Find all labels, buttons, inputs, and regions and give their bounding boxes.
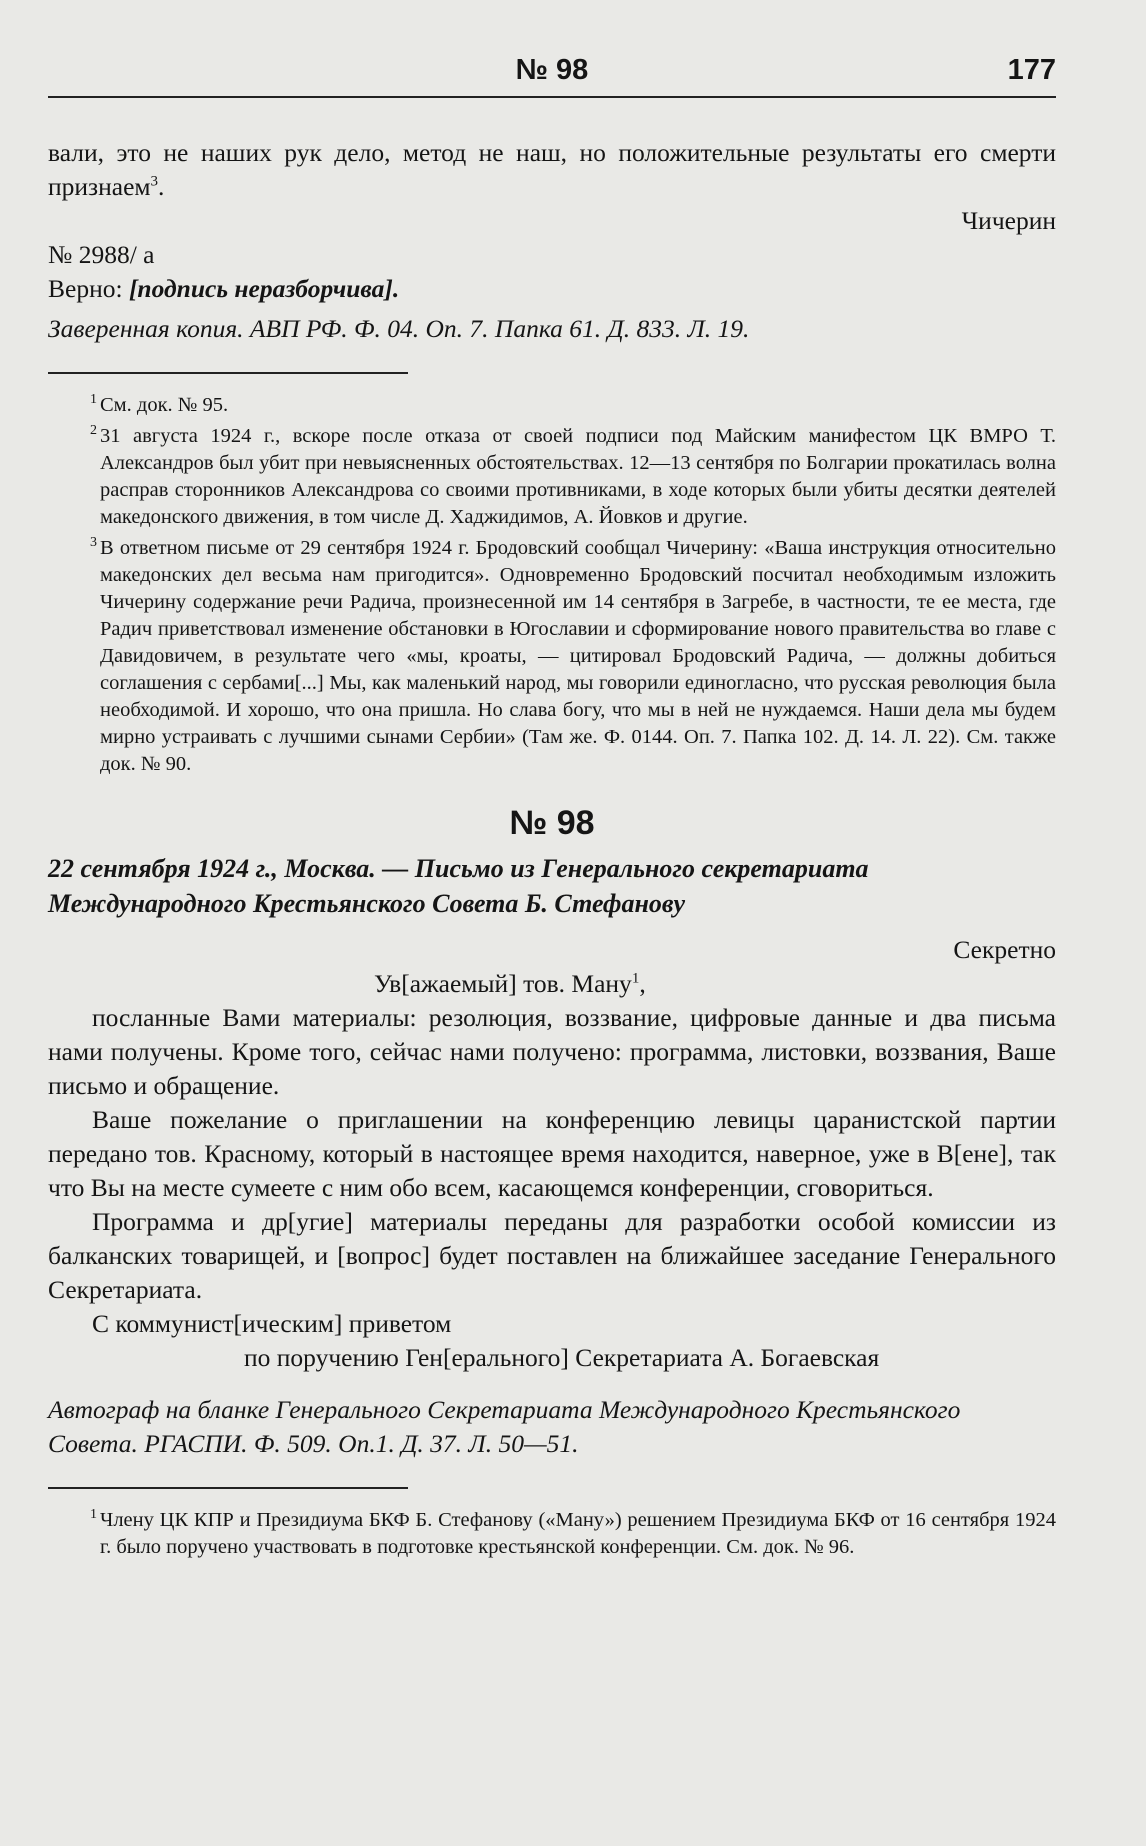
page-content	[48, 136, 1056, 1565]
greeting: Ув[ажаемый] тов. Ману$^1$,	[374, 969, 646, 998]
document-heading: 22 сентября 1924 г., Москва. — Письмо из Генерального секретариата Международного Крестьянского Совета Б. Стефанову	[48, 854, 869, 918]
classification-mark: Секретно	[953, 935, 1056, 964]
prev-doc-signature: Чичерин	[961, 206, 1056, 235]
footnote: 1 См. док. № 95.	[90, 392, 229, 416]
footnote-ref: 1	[631, 970, 640, 987]
body-paragraph: Ваше пожелание о приглашении на конференцию левицы царанистской партии передано тов. Красному, который в настоящее время находится, наверное, уже в В[ене], так что Вы на месте сумеете с ним обо всем, касающемся конференции, сговориться.	[48, 1105, 1056, 1202]
prev-footnotes	[48, 392, 1056, 778]
body-paragraph: посланные Вами материалы: резолюция, воззвание, цифровые данные и два письма нами получены. Кроме того, сейчас нами получено: программа, листовки, воззвания, Ваше письмо и обращение.	[48, 1003, 1056, 1100]
footnote-divider	[48, 1487, 408, 1489]
footnote-ref: 3	[150, 173, 159, 190]
document-number: № 98	[509, 804, 595, 842]
body-paragraph: Программа и др[угие] материалы переданы для разработки особой комиссии из балканских товарищей, и [вопрос] будет поставлен на ближайшее заседание Генерального Секретариата.	[48, 1207, 1056, 1304]
document-source: Автограф на бланке Генерального Секретариата Международного Крестьянского Совета. РГАСПИ. Ф. 509. Оп.1. Д. 37. Л. 50—51.	[48, 1395, 961, 1458]
prev-doc-reg-number: № 2988/ а	[48, 240, 155, 269]
footnote-divider	[48, 372, 408, 374]
running-header	[48, 50, 1056, 98]
footnote: 1 Члену ЦК КПР и Президиума БКФ Б. Стефанову («Ману») решением Президиума БКФ от 16 сентября 1924 г. было поручено участвовать в подготовке крестьянской конференции. См. док. № 96.	[90, 1507, 1056, 1558]
doc-footnotes	[48, 1507, 1056, 1561]
running-title: № 98	[515, 54, 589, 86]
footnote: 2 31 августа 1924 г., вскоре после отказа от своей подписи под Майским манифестом ЦК ВМРО Т. Александров был убит при невыясненных обстоятельствах. 12—13 сентября по Болгарии прокатилась волна расправ сторонников Александрова со своими противниками, в ходе которых были убиты десятки деятелей македонского движения, в том числе Д. Хаджидимов, А. Йовков и другие.	[90, 423, 1056, 528]
prev-doc-verified: Верно: [подпись неразборчива].	[48, 274, 400, 303]
closing: С коммунист[ическим] приветом	[92, 1309, 452, 1338]
footnote: 3 В ответном письме от 29 сентября 1924 г. Бродовский сообщал Чичерину: «Ваша инструкция относительно македонских дел весьма нам пригодится». Одновременно Бродовский посчитал необходимым изложить Чичерину содержание речи Радича, произнесенной им 14 сентября в Загребе, в частности, те ее места, где Радич приветствовал изменение обстановки в Югославии и сформирование нового правительства во главе с Давидовичем, в результате чего «мы, кроаты, — цитировал Бродовский Радича, — должны добиться соглашения с сербами[...] Мы, как маленький народ, мы говорили единогласно, что русская революция была необходимой. И хорошо, что она пришла. Но слава богу, что мы в ней не нуждаемся. Наши дела мы будем мирно устраивать с лучшими сынами Сербии» (Там же. Ф. 0144. Оп. 7. Папка 102. Д. 14. Л. 22). См. также док. № 90.	[90, 535, 1056, 775]
prev-doc-source: Заверенная копия. АВП РФ. Ф. 04. Оп. 7. Папка 61. Д. 833. Л. 19.	[48, 314, 750, 343]
document-signature: по поручению Ген[ерального] Секретариата А. Богаевская	[244, 1343, 880, 1372]
prev-doc-text: вали, это не наших рук дело, метод не наш, но положительные результаты его смерти признаем$^3$.	[48, 138, 1056, 201]
page-number: 177	[1007, 54, 1056, 86]
